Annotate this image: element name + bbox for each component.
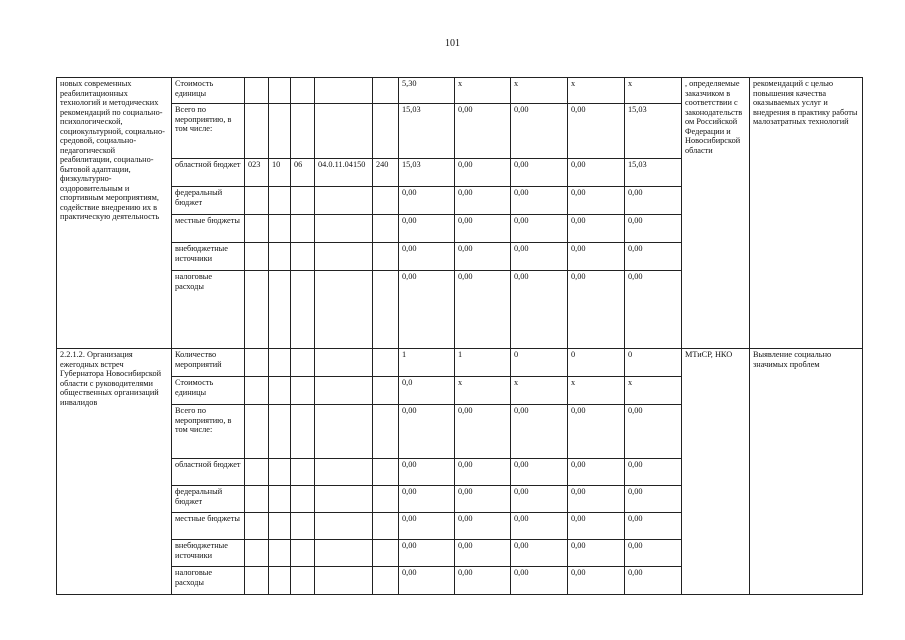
expected-result-cell: Выявление социально значимых проблем	[750, 349, 863, 595]
indicator-cell: местные бюджеты	[172, 513, 245, 540]
subsection-code-cell	[291, 567, 315, 595]
value-cell: 0,00	[399, 486, 455, 513]
value-cell: 0	[511, 349, 568, 377]
section-code-cell	[269, 567, 291, 595]
value-cell: 15,03	[399, 104, 455, 159]
subsection-code-cell	[291, 215, 315, 243]
value-cell: 0,00	[455, 215, 511, 243]
value-cell: 0,00	[568, 104, 625, 159]
section-code-cell	[269, 377, 291, 405]
target-article-cell	[315, 377, 373, 405]
target-article-cell	[315, 349, 373, 377]
grbs-code-cell	[245, 540, 269, 567]
value-cell: 0,00	[568, 486, 625, 513]
value-cell: 0,00	[399, 513, 455, 540]
value-cell: 5,30	[399, 78, 455, 104]
indicator-cell: Стоимость единицы	[172, 377, 245, 405]
section-code-cell	[269, 215, 291, 243]
grbs-code-cell	[245, 405, 269, 459]
grbs-code-cell	[245, 104, 269, 159]
subsection-code-cell	[291, 377, 315, 405]
target-article-cell	[315, 104, 373, 159]
target-article-cell	[315, 271, 373, 349]
page-number: 101	[445, 38, 460, 49]
value-cell: 0,00	[399, 215, 455, 243]
indicator-cell: местные бюджеты	[172, 215, 245, 243]
value-cell: 0,00	[511, 215, 568, 243]
value-cell: х	[511, 78, 568, 104]
indicator-cell: Количество мероприятий	[172, 349, 245, 377]
value-cell: 0,00	[399, 243, 455, 271]
value-cell: 0,00	[455, 187, 511, 215]
section-code-cell	[269, 513, 291, 540]
indicator-cell: областной бюджет	[172, 159, 245, 187]
value-cell: 15,03	[399, 159, 455, 187]
value-cell: 0,00	[455, 486, 511, 513]
value-cell: 0,00	[568, 513, 625, 540]
target-article-cell	[315, 243, 373, 271]
target-article-cell	[315, 78, 373, 104]
target-article-cell	[315, 187, 373, 215]
value-cell: 0,00	[568, 159, 625, 187]
expense-type-cell: 240	[373, 159, 399, 187]
value-cell: 0,00	[511, 486, 568, 513]
value-cell: 0,00	[625, 187, 682, 215]
indicator-cell: Всего по мероприятию, в том числе:	[172, 405, 245, 459]
value-cell: 0,00	[568, 187, 625, 215]
value-cell: 0,00	[455, 159, 511, 187]
target-article-cell	[315, 405, 373, 459]
value-cell: 0,00	[625, 271, 682, 349]
indicator-cell: внебюджетные источники	[172, 540, 245, 567]
grbs-code-cell	[245, 349, 269, 377]
section-code-cell	[269, 104, 291, 159]
value-cell: 0,00	[455, 459, 511, 486]
expense-type-cell	[373, 78, 399, 104]
value-cell: 0,00	[625, 405, 682, 459]
expense-type-cell	[373, 540, 399, 567]
indicator-cell: федеральный бюджет	[172, 486, 245, 513]
grbs-code-cell	[245, 567, 269, 595]
subsection-code-cell	[291, 187, 315, 215]
expense-type-cell	[373, 405, 399, 459]
value-cell: 0,00	[455, 243, 511, 271]
value-cell: 0,00	[511, 159, 568, 187]
grbs-code-cell	[245, 271, 269, 349]
grbs-code-cell	[245, 513, 269, 540]
value-cell: 0,00	[625, 486, 682, 513]
value-cell: х	[568, 377, 625, 405]
expense-type-cell	[373, 215, 399, 243]
target-article-cell	[315, 486, 373, 513]
target-article-cell	[315, 540, 373, 567]
value-cell: 1	[455, 349, 511, 377]
table-row	[57, 78, 863, 104]
expense-type-cell	[373, 377, 399, 405]
expense-type-cell	[373, 349, 399, 377]
value-cell: 0,00	[399, 567, 455, 595]
subsection-code-cell	[291, 349, 315, 377]
section-code-cell	[269, 459, 291, 486]
value-cell: х	[455, 78, 511, 104]
value-cell: 0,00	[625, 243, 682, 271]
target-article-cell	[315, 567, 373, 595]
value-cell: 0,00	[625, 215, 682, 243]
expected-result-cell: рекомендаций с целью повышения качества оказываемых услуг и внедрения в практику работы малозатратных технологий	[750, 78, 863, 349]
value-cell: х	[625, 377, 682, 405]
measure-name-cell: новых современных реабилитационных технологий и методических рекомендаций по социально-психологической, социокультурной, социально-средовой, социально-педагогической реабилитации, социально-бытовой адаптации, физкультурно-оздоровительным и спортивным мероприятиям, содействие внедрению их в практическую деятельность	[57, 78, 172, 349]
value-cell: 0,00	[399, 405, 455, 459]
expense-type-cell	[373, 104, 399, 159]
value-cell: 0,00	[511, 567, 568, 595]
subsection-code-cell	[291, 405, 315, 459]
grbs-code-cell	[245, 187, 269, 215]
value-cell: 0,00	[455, 271, 511, 349]
subsection-code-cell	[291, 271, 315, 349]
grbs-code-cell	[245, 486, 269, 513]
value-cell: 0,00	[455, 540, 511, 567]
value-cell: 0,00	[568, 567, 625, 595]
subsection-code-cell: 06	[291, 159, 315, 187]
indicator-cell: Стоимость единицы	[172, 78, 245, 104]
value-cell: 0,00	[568, 405, 625, 459]
grbs-code-cell	[245, 215, 269, 243]
executor-cell: МТиСР, НКО	[682, 349, 750, 595]
section-code-cell	[269, 78, 291, 104]
grbs-code-cell	[245, 78, 269, 104]
value-cell: 0,00	[455, 104, 511, 159]
value-cell: 0,00	[511, 459, 568, 486]
subsection-code-cell	[291, 540, 315, 567]
value-cell: х	[625, 78, 682, 104]
value-cell: 0	[568, 349, 625, 377]
program-measures-table	[56, 77, 863, 595]
value-cell: х	[568, 78, 625, 104]
value-cell: 15,03	[625, 159, 682, 187]
value-cell: 0,00	[399, 459, 455, 486]
grbs-code-cell: 023	[245, 159, 269, 187]
value-cell: 0,00	[511, 243, 568, 271]
value-cell: 1	[399, 349, 455, 377]
subsection-code-cell	[291, 78, 315, 104]
value-cell: 0,00	[568, 243, 625, 271]
value-cell: 0,00	[511, 187, 568, 215]
subsection-code-cell	[291, 513, 315, 540]
table-body	[57, 78, 863, 595]
expense-type-cell	[373, 513, 399, 540]
subsection-code-cell	[291, 459, 315, 486]
value-cell: 0,00	[625, 513, 682, 540]
subsection-code-cell	[291, 243, 315, 271]
value-cell: 0,00	[455, 513, 511, 540]
section-code-cell	[269, 405, 291, 459]
measure-name-cell: 2.2.1.2. Организация ежегодных встреч Губернатора Новосибирской области с руководителями общественных организаций инвалидов	[57, 349, 172, 595]
value-cell: 0,00	[568, 459, 625, 486]
indicator-cell: налоговые расходы	[172, 567, 245, 595]
section-code-cell	[269, 243, 291, 271]
target-article-cell: 04.0.11.04150	[315, 159, 373, 187]
value-cell: 0,00	[399, 271, 455, 349]
indicator-cell: внебюджетные источники	[172, 243, 245, 271]
value-cell: 0,00	[568, 215, 625, 243]
value-cell: 0,00	[625, 567, 682, 595]
subsection-code-cell	[291, 486, 315, 513]
grbs-code-cell	[245, 459, 269, 486]
indicator-cell: налоговые расходы	[172, 271, 245, 349]
indicator-cell: Всего по мероприятию, в том числе:	[172, 104, 245, 159]
executor-cell: , определяемые заказчиком в соответствии с законодательством Российской Федерации и Новосибирской области	[682, 78, 750, 349]
value-cell: 0,00	[625, 459, 682, 486]
value-cell: 0,00	[455, 567, 511, 595]
value-cell: 0,00	[511, 513, 568, 540]
subsection-code-cell	[291, 104, 315, 159]
value-cell: 0,00	[625, 540, 682, 567]
value-cell: 0,00	[568, 271, 625, 349]
section-code-cell	[269, 486, 291, 513]
value-cell: 0,00	[511, 104, 568, 159]
expense-type-cell	[373, 486, 399, 513]
section-code-cell: 10	[269, 159, 291, 187]
expense-type-cell	[373, 187, 399, 215]
value-cell: 0,00	[399, 540, 455, 567]
value-cell: 0,00	[511, 540, 568, 567]
target-article-cell	[315, 215, 373, 243]
section-code-cell	[269, 349, 291, 377]
value-cell: 0,00	[511, 405, 568, 459]
indicator-cell: федеральный бюджет	[172, 187, 245, 215]
expense-type-cell	[373, 459, 399, 486]
value-cell: х	[511, 377, 568, 405]
value-cell: х	[455, 377, 511, 405]
section-code-cell	[269, 540, 291, 567]
grbs-code-cell	[245, 377, 269, 405]
value-cell: 0,00	[455, 405, 511, 459]
value-cell: 0,00	[399, 187, 455, 215]
value-cell: 0,00	[568, 540, 625, 567]
target-article-cell	[315, 459, 373, 486]
section-code-cell	[269, 187, 291, 215]
expense-type-cell	[373, 567, 399, 595]
table-row	[57, 349, 863, 377]
expense-type-cell	[373, 271, 399, 349]
value-cell: 0,00	[511, 271, 568, 349]
value-cell: 0,0	[399, 377, 455, 405]
indicator-cell: областной бюджет	[172, 459, 245, 486]
value-cell: 0	[625, 349, 682, 377]
section-code-cell	[269, 271, 291, 349]
grbs-code-cell	[245, 243, 269, 271]
target-article-cell	[315, 513, 373, 540]
value-cell: 15,03	[625, 104, 682, 159]
expense-type-cell	[373, 243, 399, 271]
